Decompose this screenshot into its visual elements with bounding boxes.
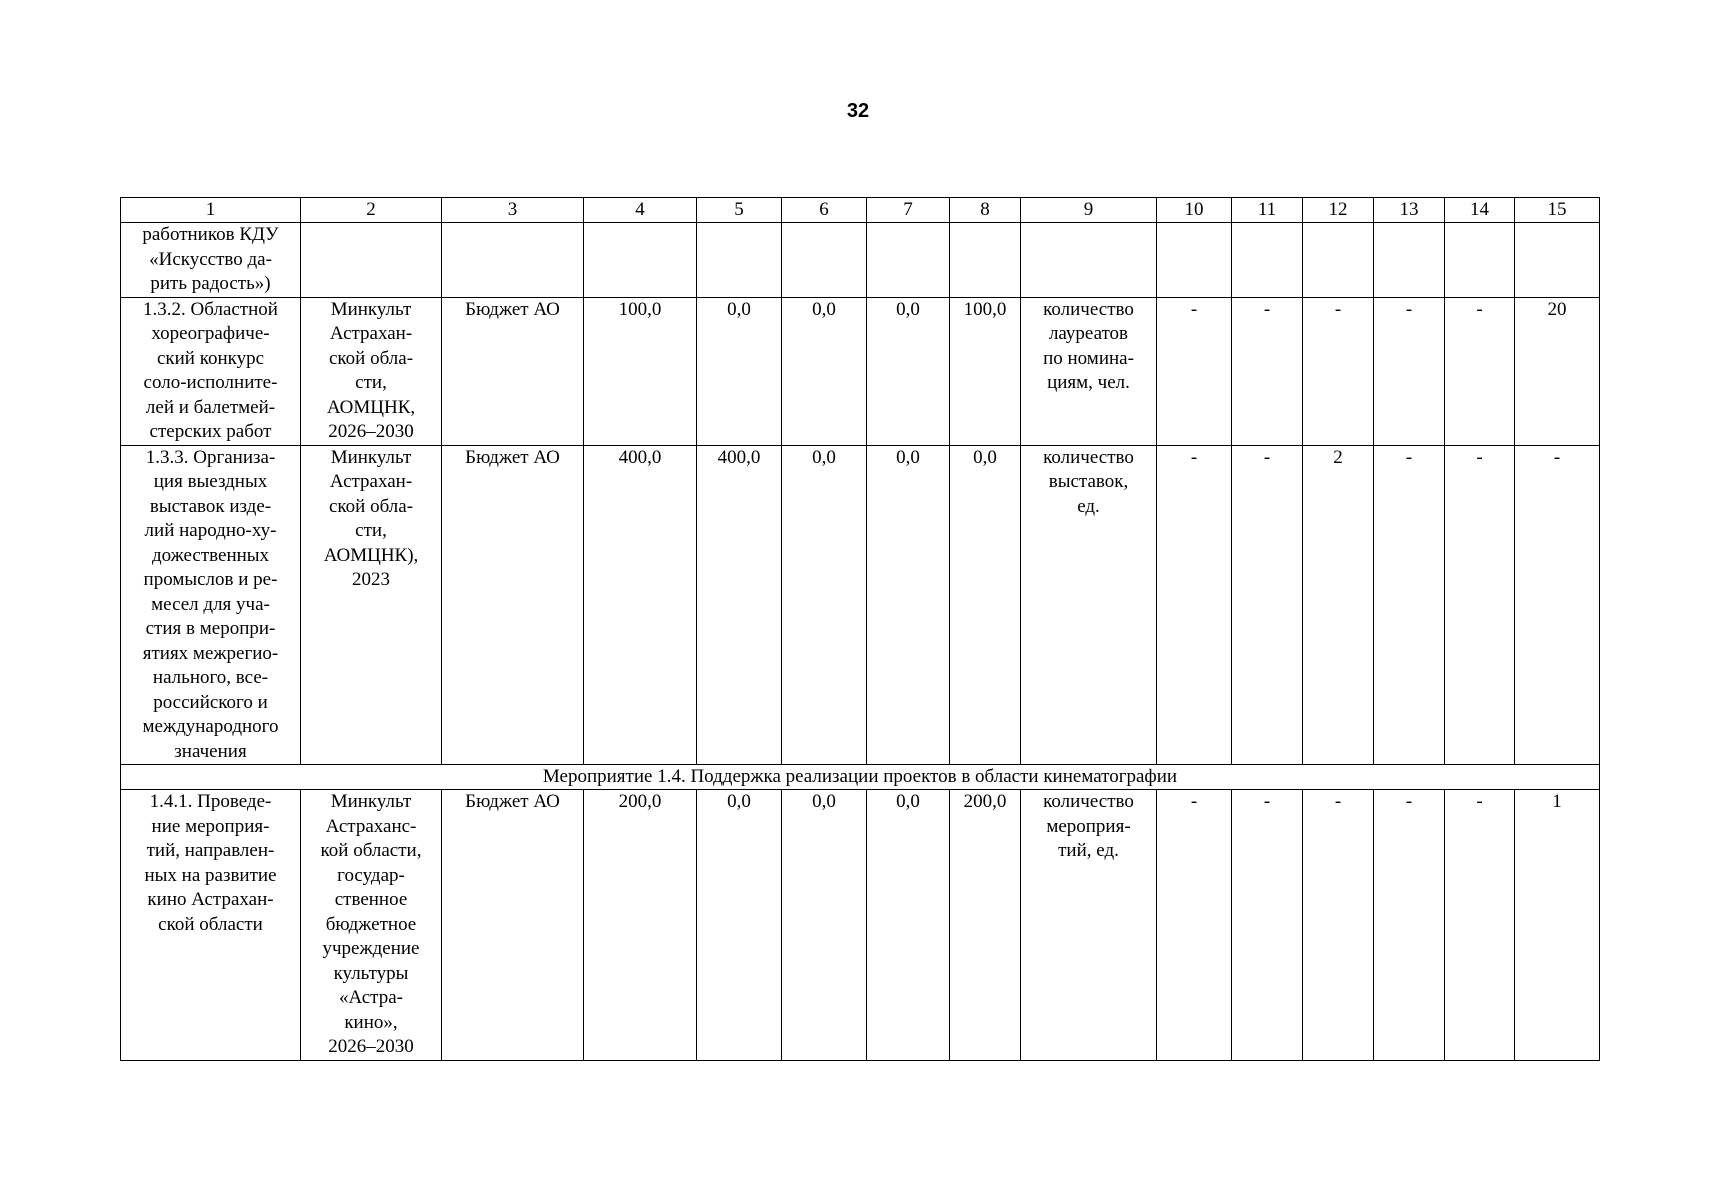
column-number: 10 <box>1157 198 1232 223</box>
column-number: 9 <box>1021 198 1157 223</box>
value-cell: 1 <box>1515 790 1600 1061</box>
funding-source-cell: Бюджет АО <box>442 297 584 445</box>
value-cell: - <box>1515 445 1600 765</box>
column-number: 15 <box>1515 198 1600 223</box>
value-cell: - <box>1232 297 1303 445</box>
value-cell: 0,0 <box>867 297 950 445</box>
value-cell: 0,0 <box>950 445 1021 765</box>
value-cell: 100,0 <box>584 297 697 445</box>
column-number: 12 <box>1303 198 1374 223</box>
executor-cell: Минкульт Астрахан- ской обла- сти, АОМЦНК, 2026–2030 <box>301 297 442 445</box>
table-row <box>121 297 1600 445</box>
event-name-cell: 1.4.1. Проведе- ние мероприя- тий, направлен- ных на развитие кино Астрахан- ской области <box>121 790 301 1061</box>
value-cell: 0,0 <box>782 790 867 1061</box>
value-cell: 0,0 <box>697 790 782 1061</box>
value-cell <box>584 223 697 298</box>
indicator-cell: количество выставок, ед. <box>1021 445 1157 765</box>
column-number: 14 <box>1445 198 1515 223</box>
column-number: 11 <box>1232 198 1303 223</box>
value-cell: 400,0 <box>697 445 782 765</box>
value-cell: - <box>1374 445 1445 765</box>
page-number: 32 <box>846 100 870 122</box>
value-cell: - <box>1232 790 1303 1061</box>
section-title: Мероприятие 1.4. Поддержка реализации проектов в области кинематографии <box>121 765 1600 790</box>
section-row <box>121 765 1600 790</box>
indicator-cell <box>1021 223 1157 298</box>
value-cell <box>782 223 867 298</box>
value-cell: - <box>1232 445 1303 765</box>
funding-source-cell <box>442 223 584 298</box>
column-number-row <box>121 198 1600 223</box>
value-cell <box>1445 223 1515 298</box>
event-name-cell: 1.3.2. Областной хореографиче- ский конкурс соло-исполните- лей и балетмей- стерских работ <box>121 297 301 445</box>
value-cell: 0,0 <box>867 790 950 1061</box>
table-row <box>121 445 1600 765</box>
value-cell: 200,0 <box>950 790 1021 1061</box>
value-cell: 20 <box>1515 297 1600 445</box>
column-number: 13 <box>1374 198 1445 223</box>
value-cell <box>1515 223 1600 298</box>
program-table <box>120 197 1600 1061</box>
funding-source-cell: Бюджет АО <box>442 445 584 765</box>
column-number: 1 <box>121 198 301 223</box>
value-cell: 0,0 <box>867 445 950 765</box>
value-cell: - <box>1445 445 1515 765</box>
executor-cell: Минкульт Астрахан- ской обла- сти, АОМЦНК), 2023 <box>301 445 442 765</box>
value-cell: - <box>1445 297 1515 445</box>
value-cell <box>1303 223 1374 298</box>
executor-cell <box>301 223 442 298</box>
indicator-cell: количество мероприя- тий, ед. <box>1021 790 1157 1061</box>
column-number: 4 <box>584 198 697 223</box>
value-cell <box>697 223 782 298</box>
column-number: 3 <box>442 198 584 223</box>
value-cell: 0,0 <box>697 297 782 445</box>
indicator-cell: количество лауреатов по номина- циям, чел. <box>1021 297 1157 445</box>
value-cell: 400,0 <box>584 445 697 765</box>
table-row <box>121 790 1600 1061</box>
column-number: 2 <box>301 198 442 223</box>
value-cell <box>950 223 1021 298</box>
value-cell: - <box>1374 790 1445 1061</box>
value-cell <box>1157 223 1232 298</box>
value-cell: - <box>1445 790 1515 1061</box>
value-cell <box>867 223 950 298</box>
column-number: 8 <box>950 198 1021 223</box>
value-cell: 0,0 <box>782 297 867 445</box>
value-cell: 100,0 <box>950 297 1021 445</box>
column-number: 6 <box>782 198 867 223</box>
value-cell: - <box>1157 445 1232 765</box>
event-name-cell: 1.3.3. Организа- ция выездных выставок изде- лий народно-ху- дожественных промыслов и ре- месел для уча- стия в меропри- ятиях межрегио- нального, все- российского и международного значения <box>121 445 301 765</box>
value-cell <box>1374 223 1445 298</box>
value-cell: - <box>1374 297 1445 445</box>
table-row <box>121 223 1600 298</box>
value-cell: - <box>1303 790 1374 1061</box>
column-number: 7 <box>867 198 950 223</box>
value-cell: - <box>1303 297 1374 445</box>
value-cell: 0,0 <box>782 445 867 765</box>
event-name-cell: работников КДУ «Искусство да- рить радость») <box>121 223 301 298</box>
executor-cell: Минкульт Астраханс- кой области, государ- ственное бюджетное учреждение культуры «Астра- кино», 2026–2030 <box>301 790 442 1061</box>
value-cell: 2 <box>1303 445 1374 765</box>
funding-source-cell: Бюджет АО <box>442 790 584 1061</box>
value-cell: 200,0 <box>584 790 697 1061</box>
column-number: 5 <box>697 198 782 223</box>
value-cell: - <box>1157 297 1232 445</box>
value-cell: - <box>1157 790 1232 1061</box>
value-cell <box>1232 223 1303 298</box>
